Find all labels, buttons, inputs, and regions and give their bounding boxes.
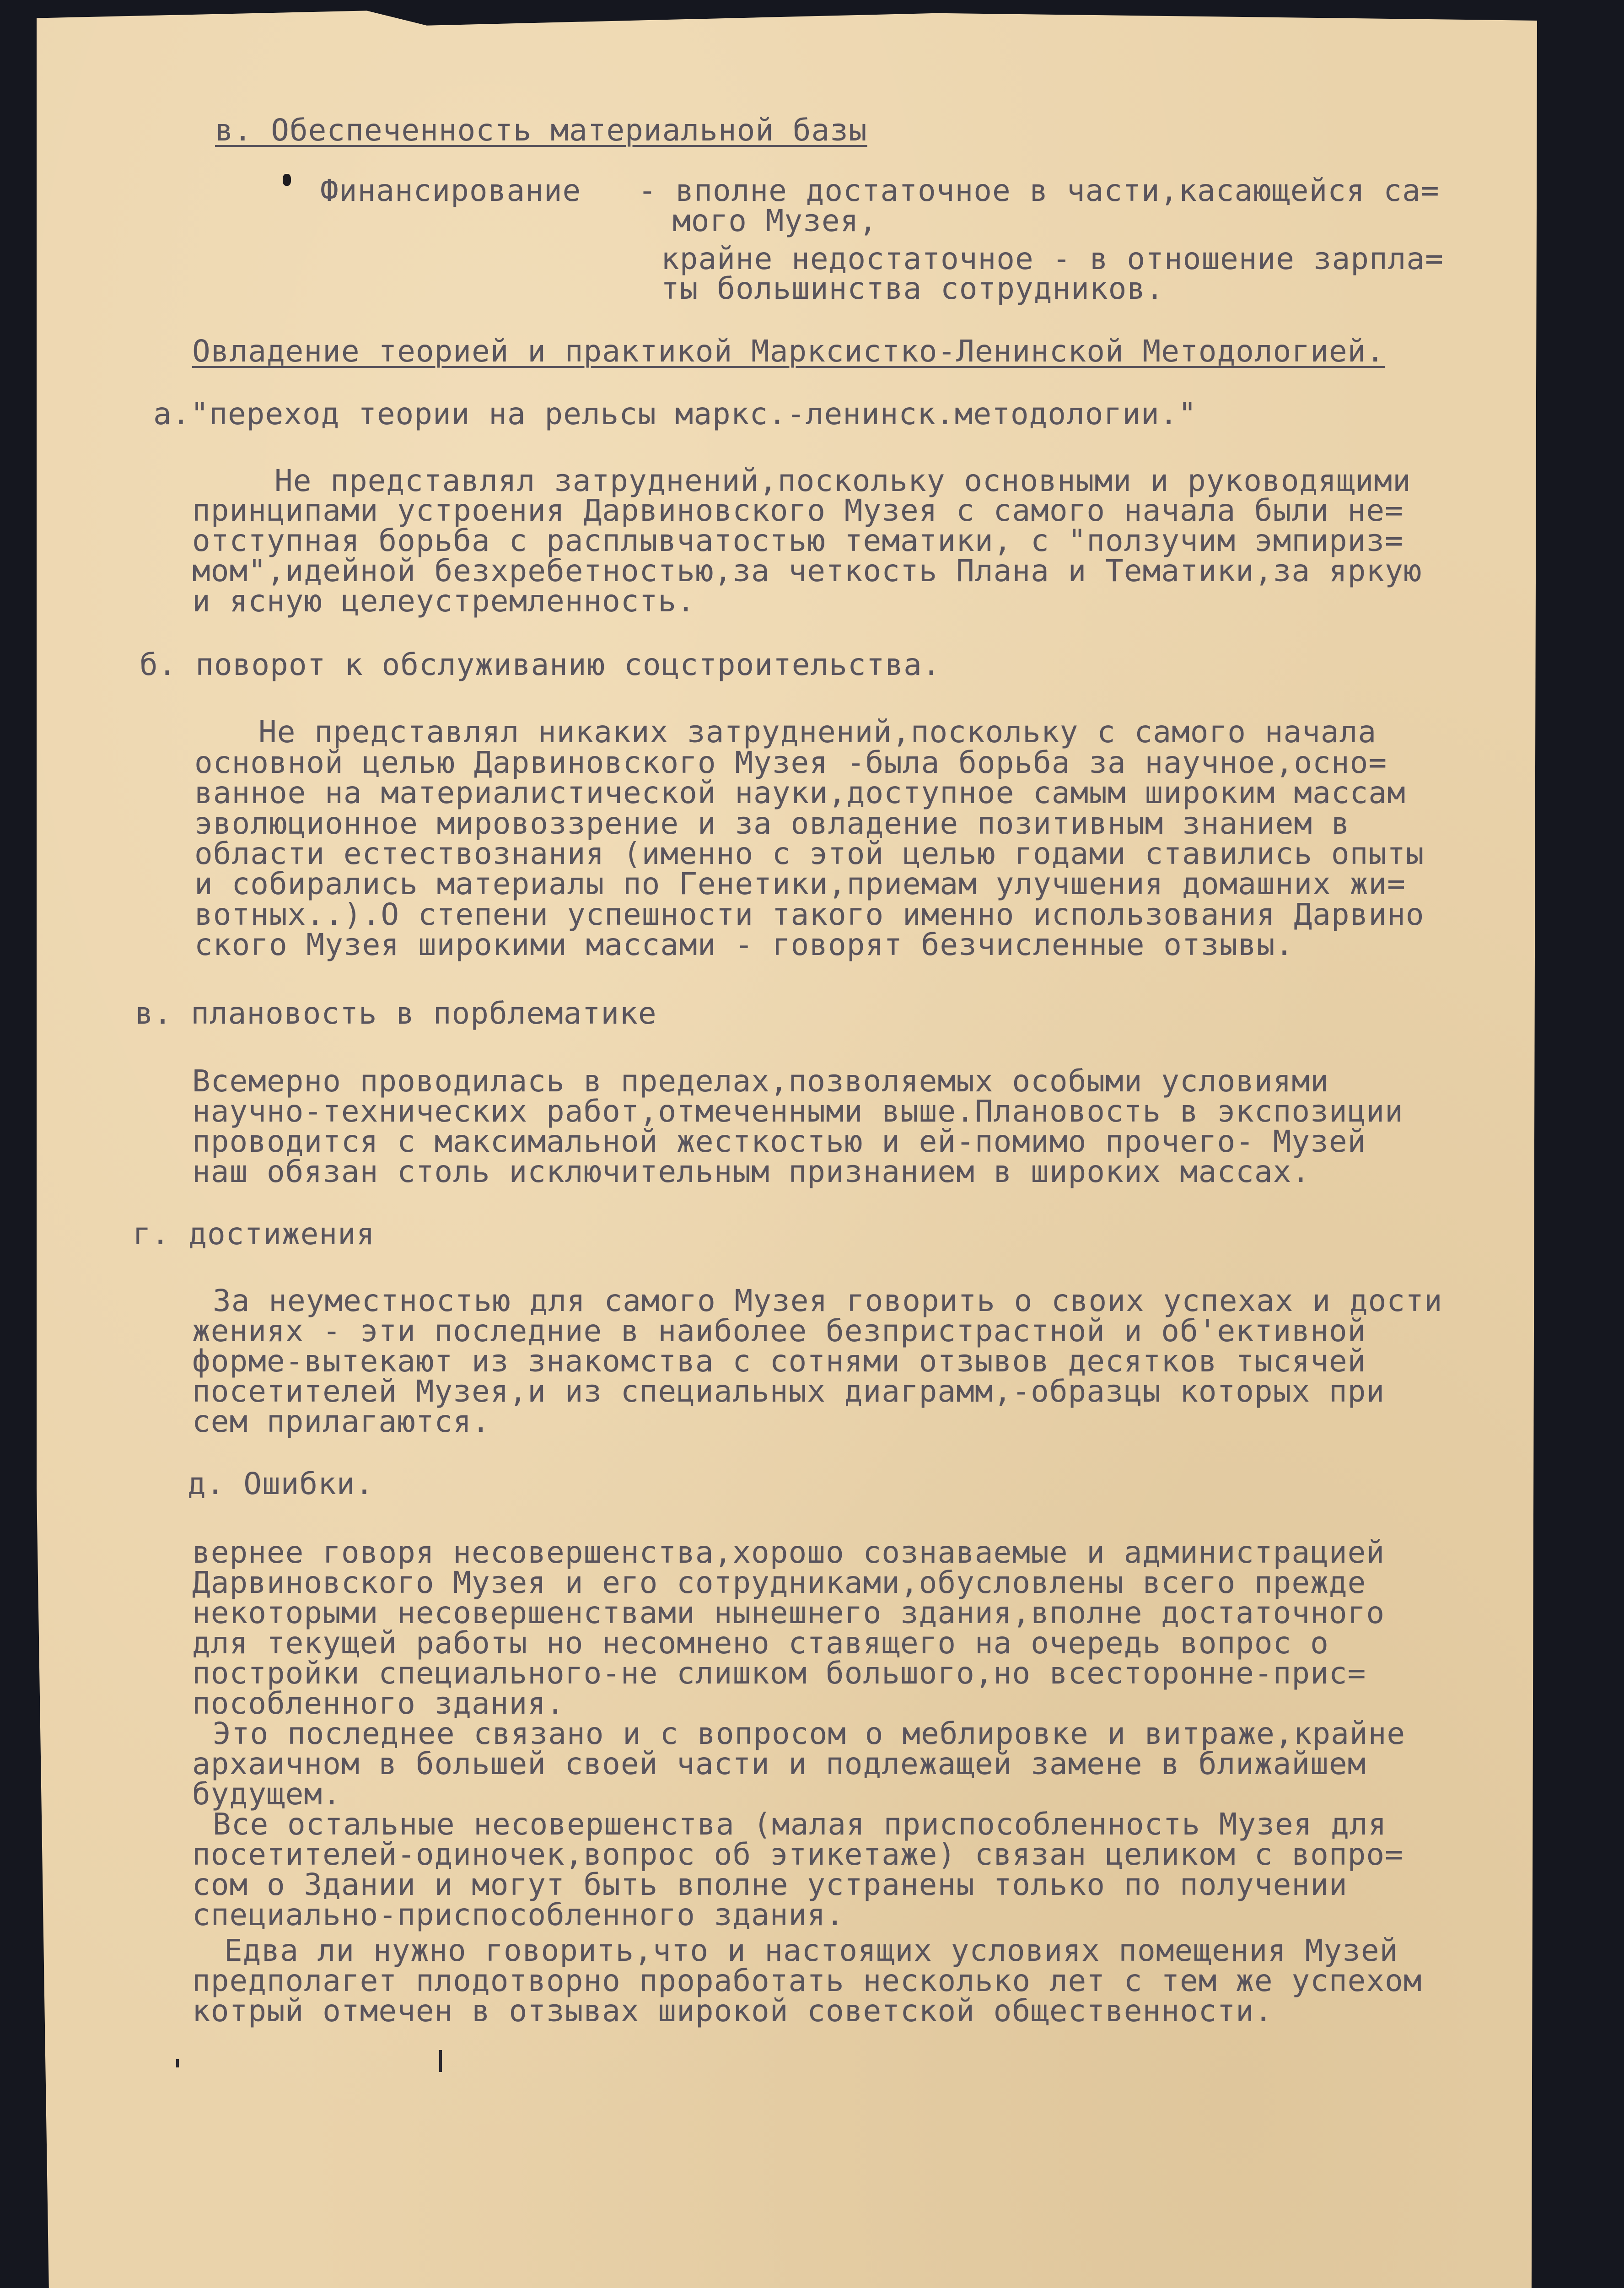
item-d-line: сом о Здании и могут быть вполне устранены только по получении xyxy=(192,1867,1348,1902)
item-d-line: специально-приспособленного здания. xyxy=(192,1897,844,1932)
item-g-line: За неуместностью для самого Музея говорить о своих успехах и дости xyxy=(213,1283,1443,1318)
item-b-title: б. поворот к обслуживанию соцстроительства. xyxy=(140,647,941,682)
item-v-line: наш обязан столь исключительным признанием в широких массах. xyxy=(192,1154,1311,1189)
funding-line: - вполне достаточное в части,касающейся са= xyxy=(638,173,1440,208)
funding-line: крайне недостаточное - в отношение зарпла= xyxy=(661,241,1444,276)
item-d-title: д. Ошибки. xyxy=(188,1466,374,1501)
item-g-line: посетителей Музея,и из специальных диаграмм,-образцы которых при xyxy=(192,1374,1385,1409)
item-d-line: пособленного здания. xyxy=(192,1686,565,1721)
item-d-line: предполагет плодотворно проработать несколько лет с тем же успехом xyxy=(192,1963,1422,1998)
item-v-line: Всемерно проводилась в пределах,позволяемых особыми условиями xyxy=(192,1063,1329,1099)
item-d-line: постройки специального-не слишком большого,но всесторонне-прис= xyxy=(192,1656,1366,1691)
section-heading-material-base: в. Обеспеченность материальной базы xyxy=(215,113,867,148)
item-d-line: котрый отмечен в отзывах широкой советской общественности. xyxy=(192,1993,1273,2029)
item-v-line: проводится с максимальной жесткостью и ей-помимо прочего- Музей xyxy=(192,1124,1366,1159)
item-a-line: мом",идейной безхребетностью,за четкость Плана и Тематики,за яркую xyxy=(192,553,1422,588)
item-v-line: научно-технических работ,отмеченными выше.Плановость в экспозиции xyxy=(192,1094,1404,1129)
item-a-line: принципами устроения Дарвиновского Музея с самого начала были не= xyxy=(192,493,1404,528)
item-v-title: в. плановость в порблематике xyxy=(135,996,657,1031)
item-a-line: отступная борьба с расплывчатостью тематики, с "ползучим эмпириз= xyxy=(192,523,1404,558)
item-b-line: основной целью Дарвиновского Музея -была борьба за научное,осно= xyxy=(194,745,1387,780)
item-d-line: посетителей-одиночек,вопрос об этикетаже) связан целиком с вопро= xyxy=(192,1837,1404,1872)
ink-mark xyxy=(176,2059,179,2067)
item-g-title: г. достижения xyxy=(133,1216,375,1252)
ink-mark xyxy=(439,2050,442,2072)
item-d-line: вернее говоря несовершенства,хорошо сознаваемые и администрацией xyxy=(192,1535,1385,1570)
item-d-line: Все остальные несовершенства (малая приспособленность Музея для xyxy=(213,1807,1387,1842)
item-d-line: будущем. xyxy=(192,1776,341,1812)
item-b-line: ванное на материалистической науки,доступное самым широким массам xyxy=(194,775,1406,810)
item-d-line: Это последнее связано и с вопросом о меблировке и витраже,крайне xyxy=(213,1716,1406,1751)
item-b-line: вотных..).О степени успешности такого именно использования Дарвино xyxy=(194,897,1425,932)
item-b-line: и собирались материалы по Генетики,приемам улучшения домашних жи= xyxy=(194,866,1406,901)
item-b-line: ского Музея широкими массами - говорят безчисленные отзывы. xyxy=(194,927,1294,962)
funding-label: Финансирование xyxy=(320,173,581,208)
item-b-line: области естествознания (именно с этой целью годами ставились опыты xyxy=(194,836,1425,871)
item-g-line: жениях - эти последние в наиболее безпристрастной и об'ективной xyxy=(192,1313,1366,1349)
funding-line: мого Музея, xyxy=(672,203,878,238)
section-heading-methodology: Овладение теорией и практикой Марксистко-Ленинской Методологией. xyxy=(192,334,1385,369)
item-a-title: а."переход теории на рельсы маркс.-ленинск.методологии." xyxy=(153,396,1197,432)
item-d-line: Дарвиновского Музея и его сотрудниками,обусловлены всего прежде xyxy=(192,1565,1366,1600)
item-a-line: Не представлял затруднений,поскольку основными и руководящими xyxy=(274,463,1411,498)
ink-mark xyxy=(283,174,291,186)
item-d-line: для текущей работы но несомнено ставящего на очередь вопрос о xyxy=(192,1625,1329,1661)
item-a-line: и ясную целеустремленность. xyxy=(192,583,695,619)
item-d-line: архаичном в большей своей части и подлежащей замене в ближайшем xyxy=(192,1746,1366,1781)
item-d-line: Едва ли нужно говорить,что и настоящих условиях помещения Музей xyxy=(224,1933,1398,1968)
item-b-line: эволюционное мировоззрение и за овладение позитивным знанием в xyxy=(194,806,1350,841)
item-g-line: форме-вытекают из знакомства с сотнями отзывов десятков тысячей xyxy=(192,1344,1366,1379)
item-b-line: Не представлял никаких затруднений,поскольку с самого начала xyxy=(258,714,1377,750)
item-d-line: некоторыми несовершенствами нынешнего здания,вполне достаточного xyxy=(192,1595,1385,1630)
item-g-line: сем прилагаются. xyxy=(192,1404,490,1439)
funding-line: ты большинства сотрудников. xyxy=(661,271,1164,306)
